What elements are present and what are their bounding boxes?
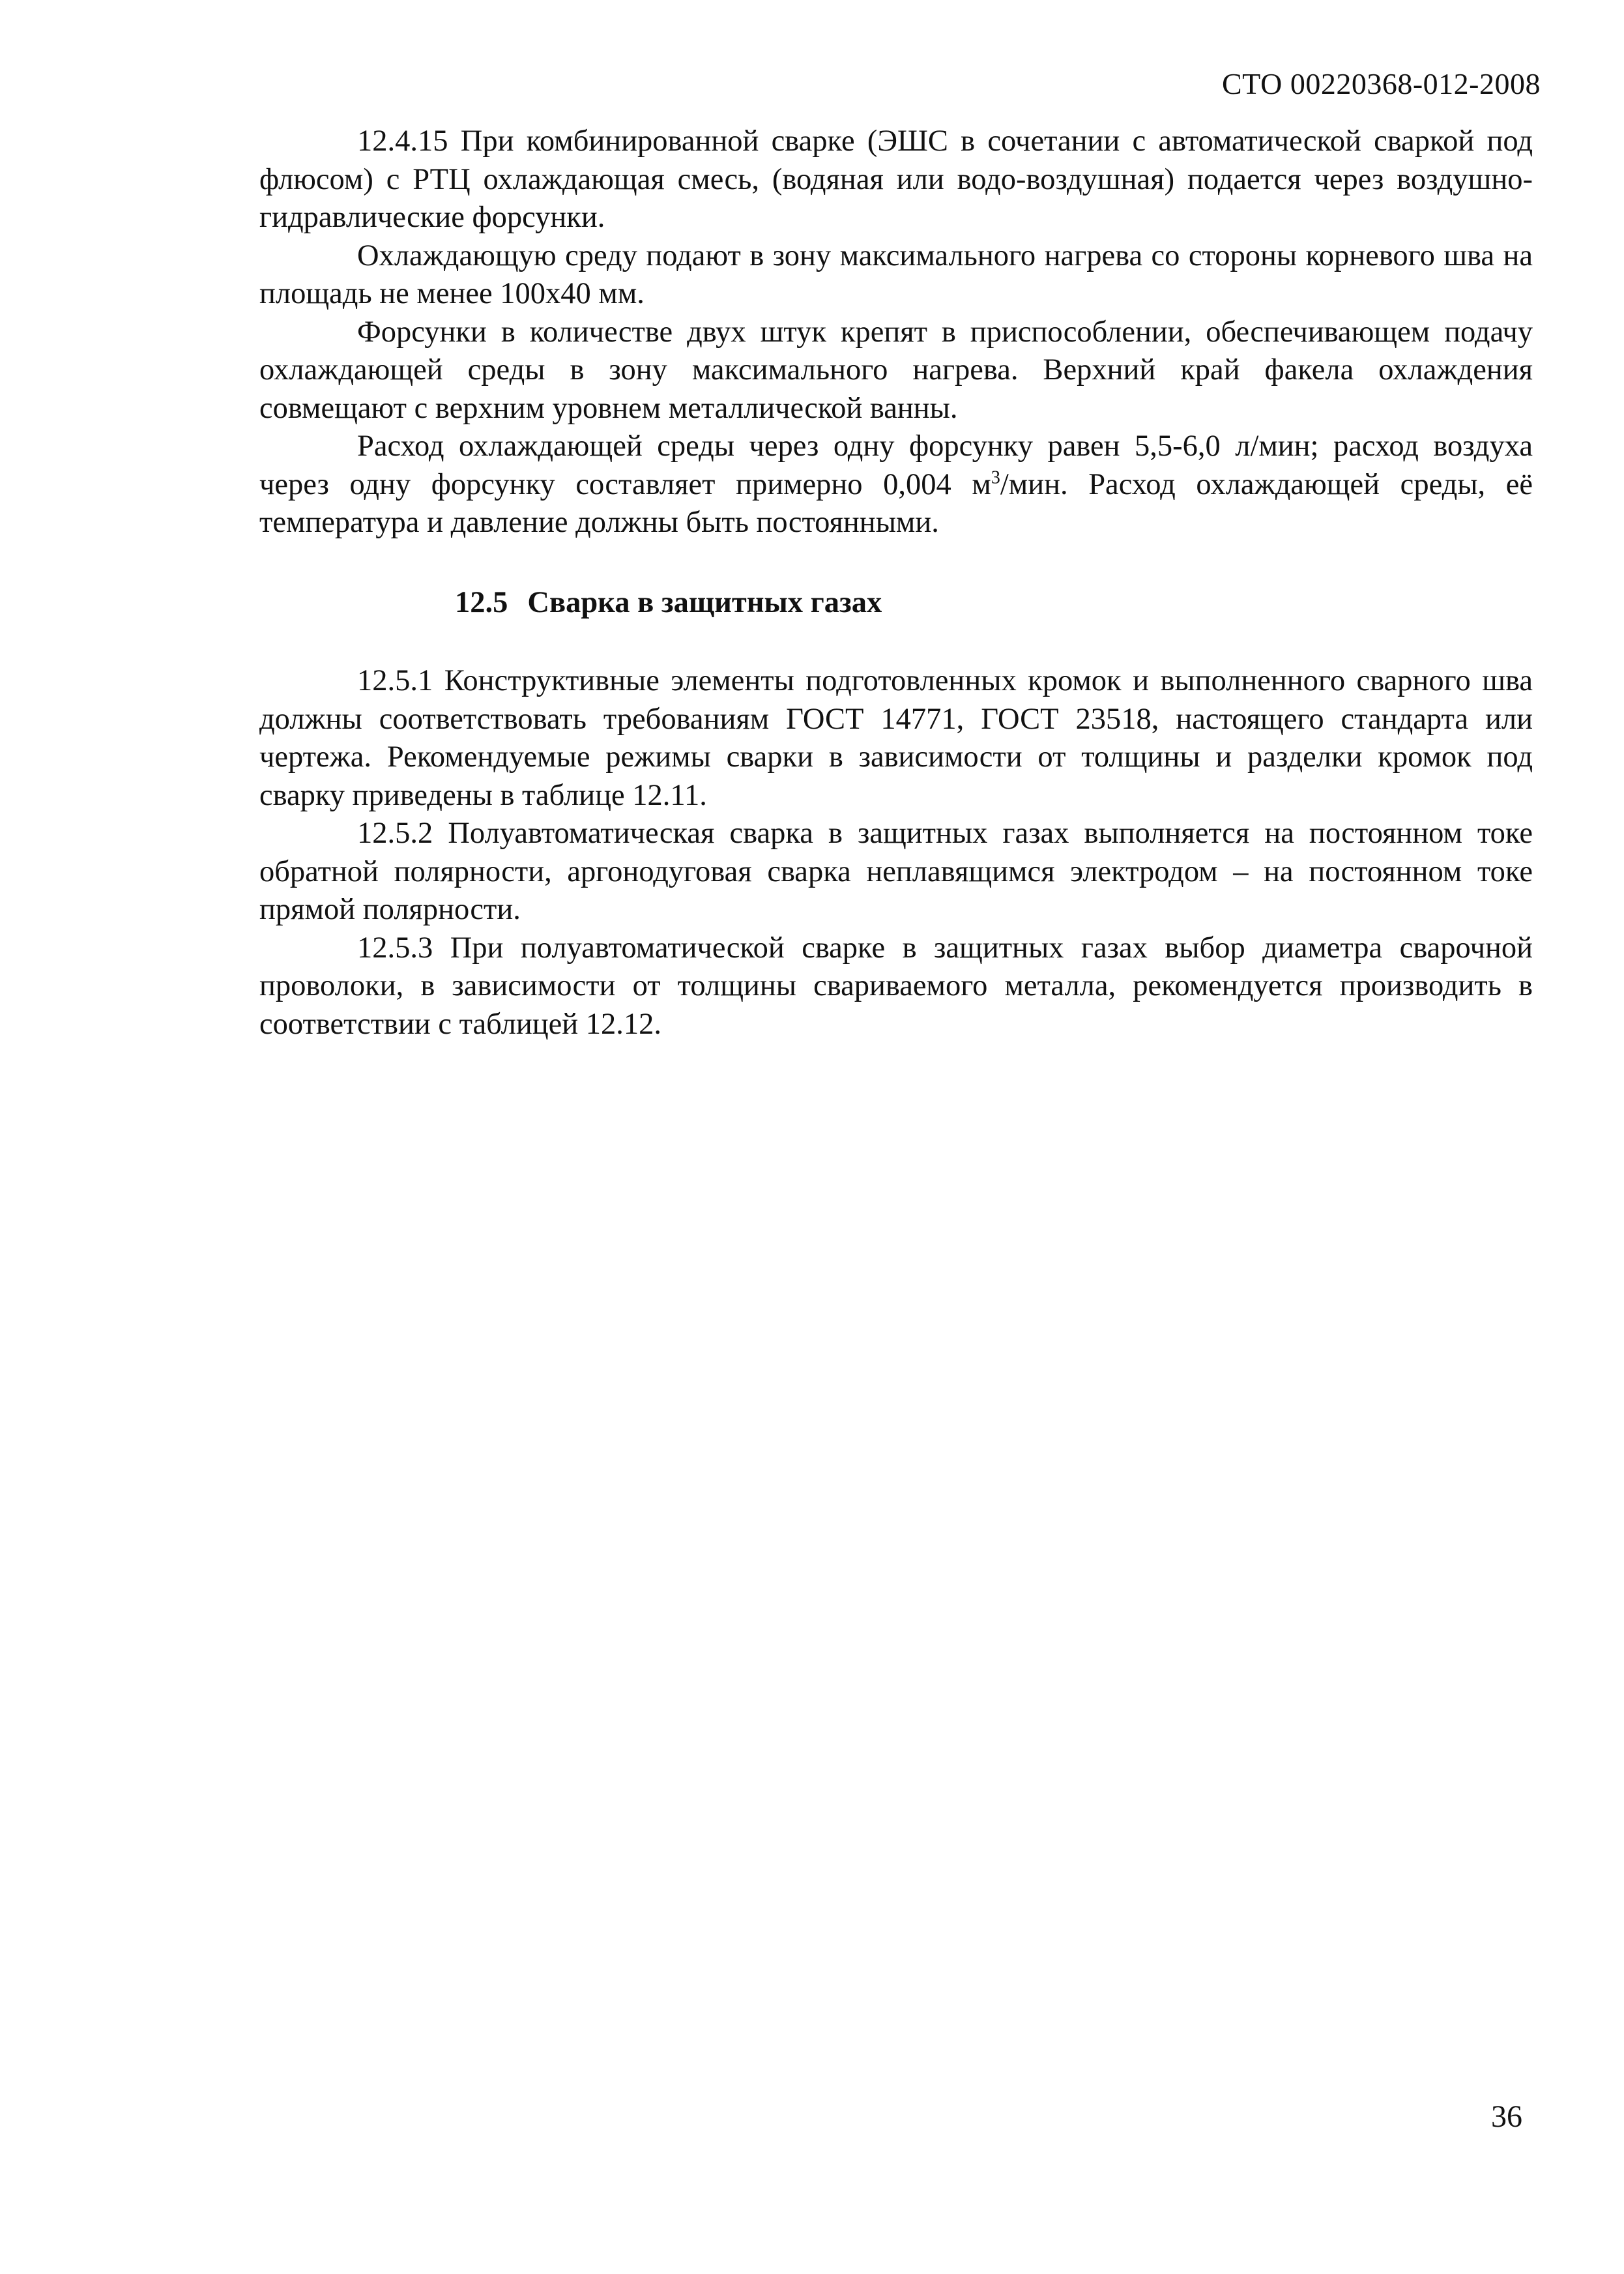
- paragraph-12-5-1: 12.5.1 Конструктивные элементы подготовленных кромок и выполненного сварного шва должны соответствовать требованиям ГОСТ 14771, ГОСТ 23518, настоящего стандарта или чертежа. Рекомендуемые режимы сварки в зависимости от толщины и разделки кромок под сварку приведены в таблице 12.11.: [259, 664, 1533, 812]
- flow-text-start: Расход охлаждающей среды через одну форсунку равен 5,5-6,0 л/мин; расход воздуха через одну форсунку составляет примерно 0,004 м: [259, 430, 1533, 501]
- section-title: Сварка в защитных газах: [527, 585, 882, 619]
- paragraph-12-4-15: 12.4.15 При комбинированной сварке (ЭШС в сочетании с автоматической сваркой под флюсом) с РТЦ охлаждающая смесь, (водяная или водо-воздушная) подается через воздушно-гидравлические форсунки.: [259, 124, 1533, 234]
- document-code: СТО 00220368-012-2008: [1221, 67, 1541, 100]
- page-number: 36: [1491, 2099, 1522, 2134]
- flow-text-end: /мин. Расход охлаждающей среды, её температура и давление должны быть постоянными.: [259, 467, 1533, 539]
- paragraph-12-5-2: 12.5.2 Полуавтоматическая сварка в защитных газах выполняется на постоянном токе обратной полярности, аргонодуговая сварка неплавящимся электродом – на постоянном токе прямой полярности.: [259, 817, 1533, 926]
- paragraph-flow-rate: [259, 428, 1533, 542]
- paragraph-12-5-3: 12.5.3 При полуавтоматической сварке в защитных газах выбор диаметра сварочной проволоки, в зависимости от толщины свариваемого металла, рекомендуется производить в соответствии с таблицей 12.12.: [259, 931, 1533, 1041]
- document-body: [259, 123, 1533, 1043]
- section-number: 12.5: [455, 585, 508, 619]
- flow-superscript: 3: [991, 467, 1000, 488]
- paragraph-nozzles: Форсунки в количестве двух штук крепят в приспособлении, обеспечивающем подачу охлаждающей среды в зону максимального нагрева. Верхний край факела охлаждения совмещают с верхним уровнем металлической ванны.: [259, 315, 1533, 425]
- section-heading: [259, 584, 1533, 622]
- paragraph-cooling-zone: Охлаждающую среду подают в зону максимального нагрева со стороны корневого шва на площадь не менее 100х40 мм.: [259, 239, 1533, 310]
